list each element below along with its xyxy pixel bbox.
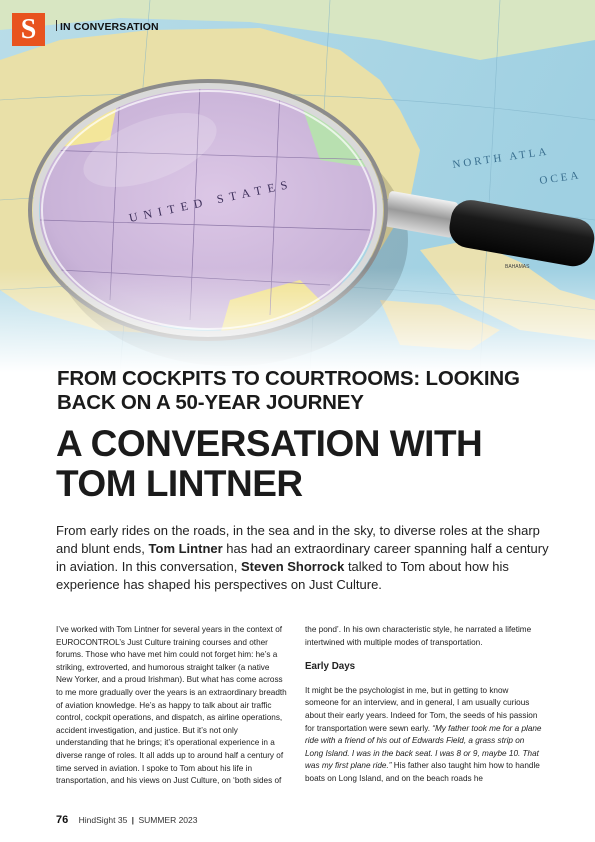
body-text: It might be the psychologist in me, but in getting to know someone for an interview, and in general, I am usually curious about their early years. Indeed for Tom, the seeds of his passion for transportation were sewn early.: [305, 685, 538, 733]
kicker-line: FROM COCKPITS TO COURTROOMS: LOOKING: [57, 367, 520, 390]
kicker-line: BACK ON A 50-YEAR JOURNEY: [57, 391, 364, 414]
section-label-text: IN CONVERSATION: [60, 21, 159, 33]
headline-line: A CONVERSATION WITH: [56, 423, 483, 464]
page-number: 76: [56, 814, 69, 826]
body-column-right: [305, 624, 543, 786]
hero-image: [0, 0, 595, 372]
body-column-left: [56, 624, 288, 788]
magazine-logo: S: [12, 13, 45, 46]
section-divider: [56, 20, 57, 31]
body-paragraph: [305, 685, 543, 786]
body-quote: “My father took me for a plane ride with a friend of his out of Edwards Field, a grass strip on Long Island. I was in the back seat. I was 8 or 9, maybe 10. That was my first plane ride.”: [305, 723, 542, 771]
section-subheading: Early Days: [305, 661, 356, 673]
body-paragraph: the pond’. In his own characteristic style, he narrated a lifetime intertwined with multiple modes of transportation.: [305, 625, 532, 647]
body-text: His father also taught him how to handle boats on Long Island, and on the beach roads he: [305, 761, 540, 783]
headline-line: TOM LINTNER: [56, 463, 303, 504]
article-headline: [56, 424, 576, 504]
intro-text: has had an extraordinary career spanning half a century in aviation. In this conversation,: [56, 541, 549, 574]
intro-text: From early rides on the roads, in the sea and in the sky, to diverse roles at the sharp and blunt ends,: [56, 523, 540, 556]
body-paragraph: I’ve worked with Tom Lintner for several years in the context of EUROCONTROL’s Just Culture training courses and other forums. Those who have met him could not forget him: he’s a striking, extroverted, and humorous straight talker (a native New Yorker, and a proud Irishman). But what has come across to me more gradually over the years is an extraordinary breadth of aviation knowledge. He’s as happy to talk about air traffic control, cockpit operations, and dispatch, as airline operations, accident investigation, and justice. But it’s not only understanding that he brings; it’s operational experience in a diverse range of roles. It all adds up to around half a century of time served in aviation. I spoke to Tom about his life in transportation, and his views on Just Culture, on ‘both sides of: [56, 625, 287, 786]
magnifier-over-map-illustration: [0, 0, 595, 372]
intro-name-interviewee: Tom Lintner: [148, 541, 223, 556]
page-footer: [56, 814, 198, 826]
section-label: [56, 20, 159, 33]
intro-text: talked to Tom about how his experience has shaped his perspectives on Just Culture.: [56, 559, 509, 592]
footer-separator: |: [131, 815, 135, 825]
issue-label: SUMMER 2023: [138, 815, 198, 825]
article-kicker: [57, 367, 557, 415]
article-intro: [56, 522, 556, 594]
publication-name: HindSight 35: [78, 815, 128, 825]
intro-name-author: Steven Shorrock: [241, 559, 345, 574]
